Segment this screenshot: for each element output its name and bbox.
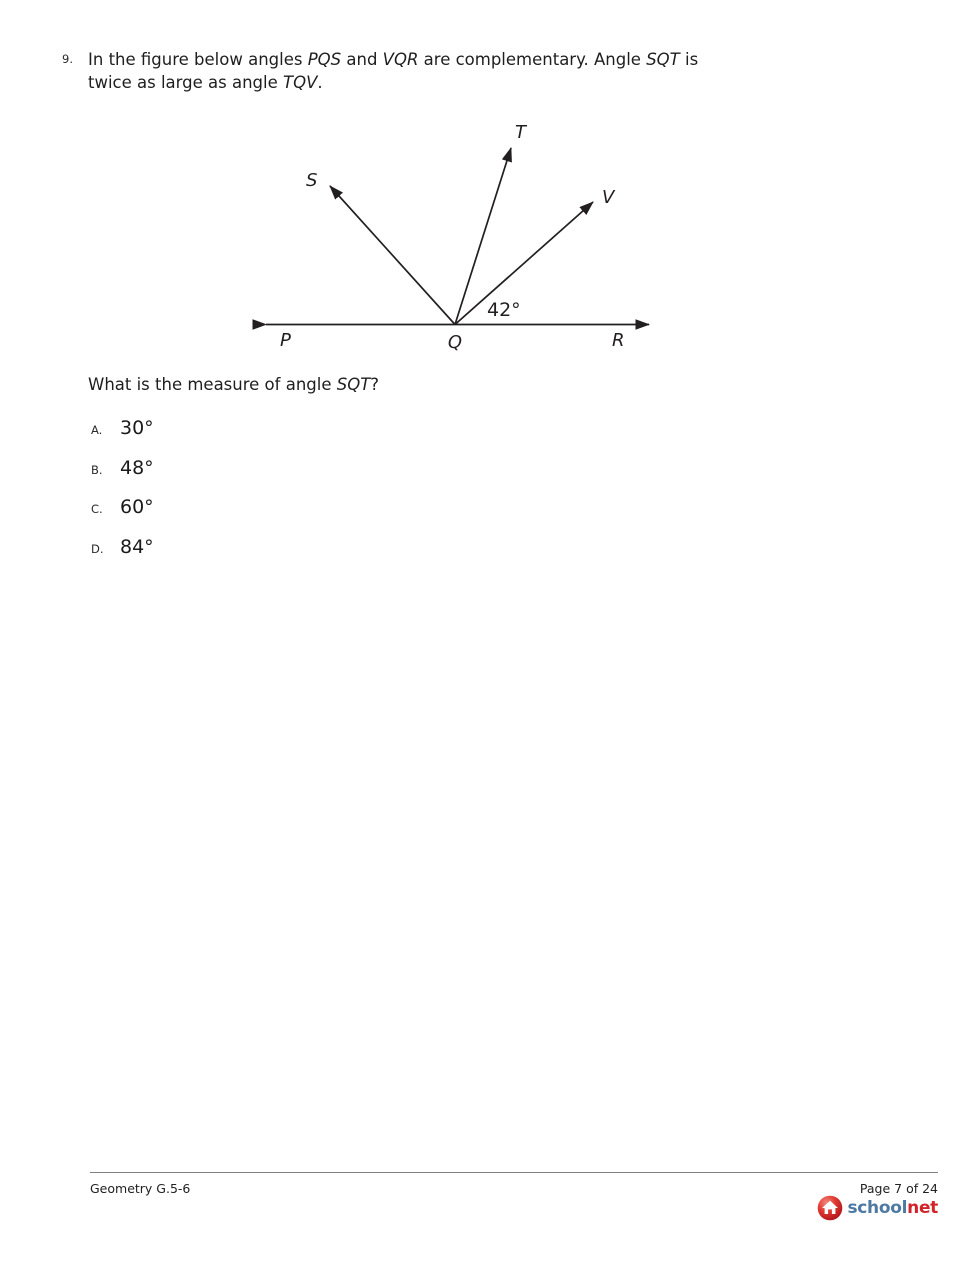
question-prompt: What is the measure of angle SQT?	[88, 375, 380, 394]
angle-figure	[250, 110, 670, 360]
label-R: R	[612, 330, 625, 351]
question-text	[88, 48, 698, 94]
question-number: 9.	[62, 52, 73, 66]
label-V: V	[602, 187, 615, 208]
home-icon	[817, 1195, 843, 1221]
footer-course-label: Geometry G.5-6	[90, 1181, 191, 1196]
label-S: S	[306, 170, 318, 191]
option-a-value: 30°	[120, 417, 154, 439]
question-block	[62, 48, 698, 94]
label-P: P	[280, 330, 291, 351]
label-Q: Q	[447, 332, 463, 353]
option-c-value: 60°	[120, 496, 154, 518]
logo-text-school: school	[847, 1198, 908, 1218]
answer-options	[91, 417, 154, 575]
angle-42-label: 42°	[487, 299, 521, 321]
option-b-letter: B.	[91, 462, 103, 477]
option-c-letter: C.	[91, 502, 103, 516]
option-a	[91, 417, 154, 457]
footer-page-number: Page 7 of 24	[859, 1181, 938, 1196]
logo-wordmark	[847, 1198, 938, 1218]
option-b-value: 48°	[120, 456, 154, 479]
ray-QS	[330, 186, 455, 325]
question-line-1: In the figure below angles PQS and VQR are complementary. Angle SQT is	[88, 50, 699, 69]
footer-divider	[90, 1172, 938, 1173]
question-line-2: twice as large as angle TQV.	[88, 73, 323, 92]
logo-text-net: net	[907, 1198, 938, 1218]
option-b	[91, 457, 154, 497]
label-T: T	[515, 122, 526, 143]
option-d-letter: D.	[91, 541, 104, 556]
option-c	[91, 496, 154, 536]
option-a-letter: A.	[91, 423, 103, 437]
option-d-value: 84°	[120, 535, 154, 558]
ray-QV	[455, 202, 593, 325]
schoolnet-logo	[817, 1195, 938, 1221]
option-d	[91, 536, 154, 576]
